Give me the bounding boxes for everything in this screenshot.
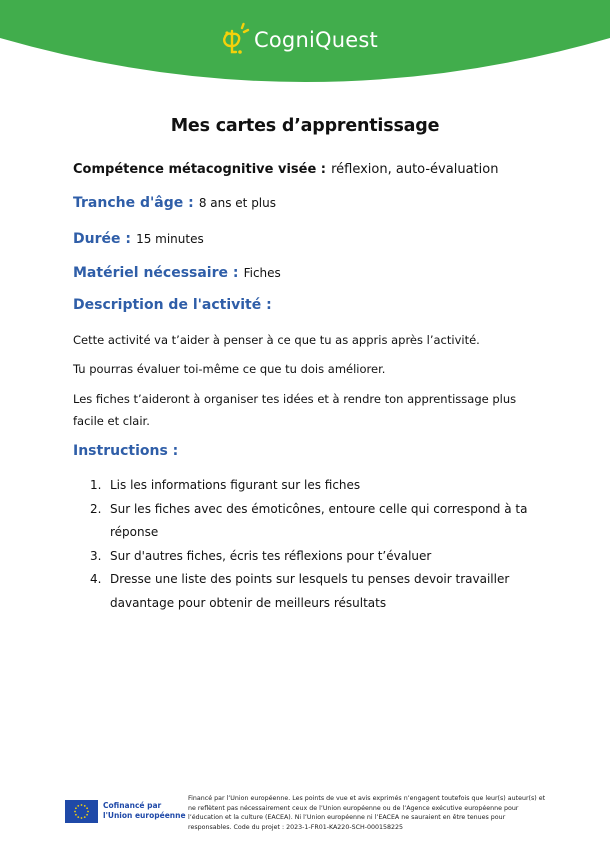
instruction-item — [73, 474, 533, 498]
instruction-text: Dresse une liste des points sur lesquels tu penses devoir travailler davantage pour obtenir de meilleurs résultats — [110, 572, 510, 610]
instruction-item — [73, 545, 533, 569]
brand-logo — [222, 20, 378, 60]
instruction-number: 4. — [90, 572, 102, 586]
instruction-item — [73, 568, 533, 615]
duration-row — [73, 228, 204, 247]
instruction-number: 2. — [90, 501, 102, 516]
competence-label: Compétence métacognitive visée : — [73, 162, 326, 177]
eu-flag-icon — [65, 800, 98, 823]
cofinance-line-1: Cofinancé par — [103, 801, 162, 810]
duration-label: Durée : — [73, 231, 131, 247]
funding-disclaimer: Financé par l’Union européenne. Les points de vue et avis exprimés n’engagent toutefois que leur(s) auteur(s) et ne reflètent pas nécessairement ceux de l’Union européenne ou de l’Agence exécutive européenne pour l’éducation et la culture (EACEA). Ni l’Union européenne ni l’EACEA ne sauraient en être tenues pour responsables. Code du projet : 2023-1-FR01-KA220-SCH-000158225 — [188, 795, 546, 831]
instruction-text: Lis les informations figurant sur les fiches — [110, 478, 361, 492]
competence-value: réflexion, auto-évaluation — [331, 162, 499, 177]
instructions-heading: Instructions : — [73, 443, 179, 459]
competence-row — [73, 158, 498, 177]
materials-value: Fiches — [243, 266, 281, 280]
description-heading: Description de l'activité : — [73, 297, 272, 313]
lightbulb-person-icon — [222, 22, 252, 58]
brand-name: CogniQuest — [254, 28, 378, 52]
age-value: 8 ans et plus — [198, 196, 276, 210]
cofinance-label — [103, 801, 186, 821]
cofinance-line-2: l'Union européenne — [103, 811, 186, 820]
description-paragraph: Cette activité va t’aider à penser à ce que tu as appris après l’activité. — [73, 333, 480, 347]
instruction-text: Sur d'autres fiches, écris tes réflexions pour t’évaluer — [110, 548, 432, 563]
materials-label: Matériel nécessaire : — [73, 265, 239, 281]
age-label: Tranche d'âge : — [73, 195, 194, 211]
description-paragraph: Tu pourras évaluer toi-même ce que tu dois améliorer. — [73, 362, 386, 376]
description-paragraph: Les fiches t’aideront à organiser tes idées et à rendre ton apprentissage plus facile et clair. — [73, 392, 517, 428]
instruction-item — [73, 498, 533, 545]
instruction-text: Sur les fiches avec des émoticônes, entoure celle qui correspond à ta réponse — [110, 501, 528, 539]
duration-value: 15 minutes — [136, 232, 204, 246]
instruction-number: 1. — [90, 478, 102, 492]
materials-row — [73, 262, 281, 281]
page-title: Mes cartes d’apprentissage — [170, 116, 440, 136]
instruction-number: 3. — [90, 548, 102, 563]
age-row — [73, 192, 276, 211]
instructions-list — [73, 474, 533, 615]
